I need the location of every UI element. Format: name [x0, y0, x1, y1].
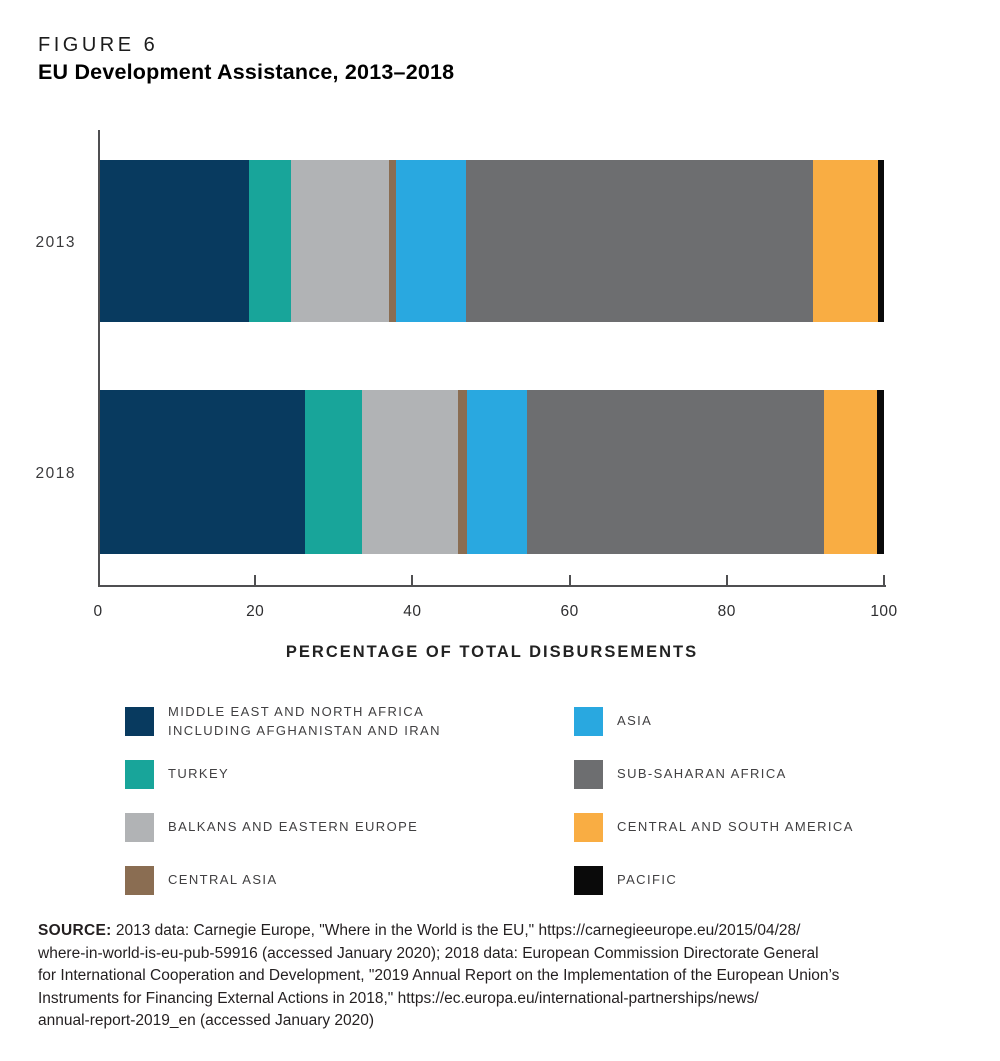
- legend-column-left: [125, 704, 441, 895]
- legend-item-balkans-and-eastern-europe: [125, 813, 441, 842]
- legend-label-central-asia: CENTRAL ASIA: [168, 872, 278, 888]
- bar-2018-segment-asia: [467, 390, 527, 554]
- legend-label-central-and-south-america: CENTRAL AND SOUTH AMERICA: [617, 819, 854, 835]
- x-tick-label-0: 0: [93, 603, 103, 620]
- x-tick-label-60: 60: [560, 603, 579, 620]
- bar-2018-segment-balkans-and-eastern-europe: [362, 390, 458, 554]
- legend-label-turkey: TURKEY: [168, 766, 230, 782]
- bar-2013-segment-pacific: [878, 160, 884, 322]
- bar-2013-segment-asia: [396, 160, 466, 322]
- bar-2013-segment-central-asia: [389, 160, 396, 322]
- legend-label-pacific: PACIFIC: [617, 872, 678, 888]
- bar-2018-segment-sub-saharan-africa: [527, 390, 824, 554]
- figure-title: EU Development Assistance, 2013–2018: [38, 60, 455, 84]
- legend-item-pacific: [574, 866, 854, 895]
- legend-swatch-asia: [574, 707, 603, 736]
- bar-2013-segment-middle-east-and-north-africa-including-afghanistan-and-iran: [100, 160, 249, 322]
- bar-2013-segment-sub-saharan-africa: [466, 160, 813, 322]
- legend-item-central-and-south-america: [574, 813, 854, 842]
- legend-swatch-pacific: [574, 866, 603, 895]
- bar-2018-segment-central-asia: [458, 390, 467, 554]
- legend-swatch-sub-saharan-africa: [574, 760, 603, 789]
- source-label: SOURCE:: [38, 922, 112, 939]
- bar-2013-segment-central-and-south-america: [813, 160, 878, 322]
- legend-item-central-asia: [125, 866, 441, 895]
- x-tick-20: [254, 575, 256, 585]
- category-label-2013: 2013: [35, 234, 76, 251]
- x-tick-80: [726, 575, 728, 585]
- legend-item-middle-east-and-north-africa-including-afghanistan-and-iran: [125, 704, 441, 738]
- figure-label: FIGURE 6: [38, 34, 159, 56]
- legend-swatch-central-asia: [125, 866, 154, 895]
- legend-column-right: [574, 707, 854, 895]
- legend-label-sub-saharan-africa: SUB-SAHARAN AFRICA: [617, 766, 787, 782]
- x-axis-line: [98, 585, 886, 587]
- legend-swatch-balkans-and-eastern-europe: [125, 813, 154, 842]
- bar-2018-segment-turkey: [305, 390, 362, 554]
- source-text: 2013 data: Carnegie Europe, "Where in the World is the EU," https://carnegieeurope.eu/2015/04/28/ where-in-world-is-eu-pub-59916 (accessed January 2020); 2018 data: European Commission Directorate General for International Cooperation and Development, "2019 Annual Report on the Implementation of the European Union’s Instruments for Financing External Actions in 2018," https://ec.europa.eu/international-partnerships/news/ annual-report-2019_en (accessed January 2020): [38, 922, 840, 1029]
- legend-swatch-turkey: [125, 760, 154, 789]
- legend-label-balkans-and-eastern-europe: BALKANS AND EASTERN EUROPE: [168, 819, 419, 835]
- x-tick-label-20: 20: [246, 603, 265, 620]
- bar-2018-segment-middle-east-and-north-africa-including-afghanistan-and-iran: [100, 390, 305, 554]
- bar-2018-segment-pacific: [877, 390, 884, 554]
- legend-label-middle-east-and-north-africa-including-afghanistan-and-iran: MIDDLE EAST AND NORTH AFRICA INCLUDING AFGHANISTAN AND IRAN: [168, 704, 441, 738]
- stacked-bar-2013: [100, 160, 884, 322]
- legend-item-sub-saharan-africa: [574, 760, 854, 789]
- legend-label-asia: ASIA: [617, 713, 653, 729]
- legend-item-asia: [574, 707, 854, 736]
- x-tick-label-40: 40: [403, 603, 422, 620]
- bar-2013-segment-balkans-and-eastern-europe: [291, 160, 390, 322]
- legend-item-turkey: [125, 760, 441, 789]
- x-tick-100: [883, 575, 885, 585]
- x-tick-60: [569, 575, 571, 585]
- x-tick-label-100: 100: [870, 603, 898, 620]
- stacked-bar-2018: [100, 390, 884, 554]
- source-note: [38, 920, 988, 1033]
- legend-swatch-middle-east-and-north-africa-including-afghanistan-and-iran: [125, 707, 154, 736]
- category-label-2018: 2018: [35, 465, 76, 482]
- bar-2018-segment-central-and-south-america: [824, 390, 877, 554]
- x-tick-label-80: 80: [717, 603, 736, 620]
- x-axis-title: PERCENTAGE OF TOTAL DISBURSEMENTS: [285, 643, 699, 661]
- bar-2013-segment-turkey: [249, 160, 291, 322]
- x-tick-40: [411, 575, 413, 585]
- legend-swatch-central-and-south-america: [574, 813, 603, 842]
